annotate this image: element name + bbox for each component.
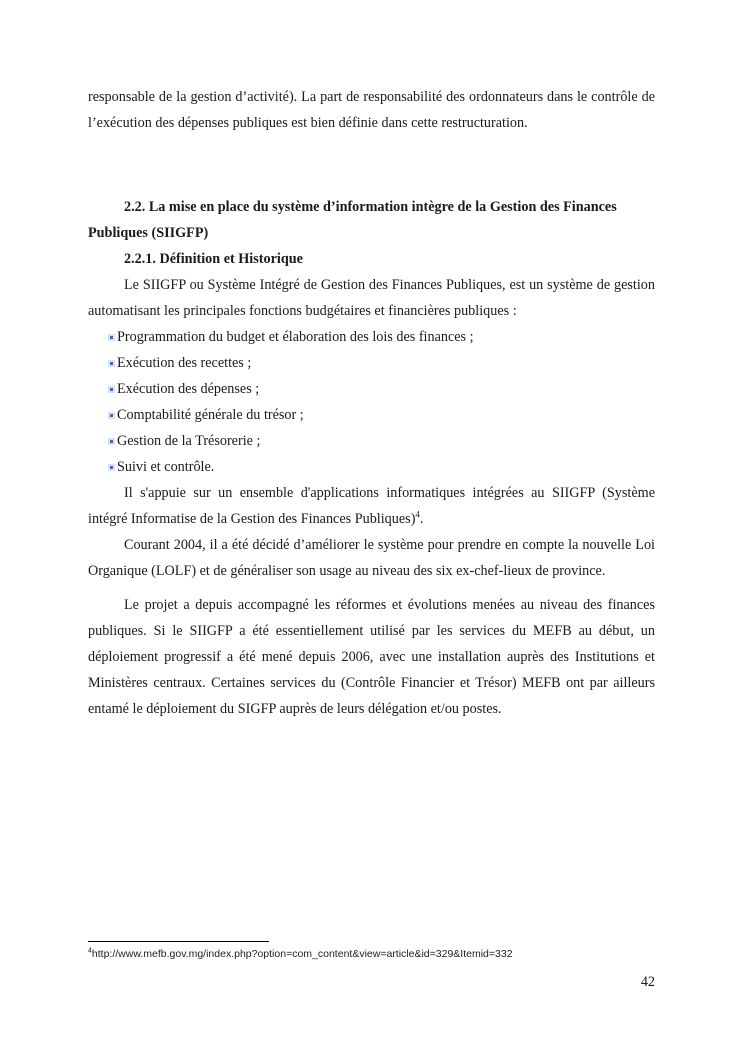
list-item: Exécution des recettes ; xyxy=(108,350,655,376)
bullet-icon xyxy=(108,464,115,471)
list-item: Suivi et contrôle. xyxy=(108,454,655,480)
list-item: Exécution des dépenses ; xyxy=(108,376,655,402)
history-paragraph: Courant 2004, il a été décidé d’améliorer le système pour prendre en compte la nouvelle Loi Organique (LOLF) et de généraliser son usage au niveau des six ex-chef-lieux de province. xyxy=(88,537,655,579)
footnote-link[interactable]: http://www.mefb.gov.mg/index.php?option=com_content&view=article&id=329&Itemid=332 xyxy=(91,948,513,960)
subsection-heading: 2.2.1. Définition et Historique xyxy=(124,251,303,267)
bullet-icon xyxy=(108,386,115,393)
page-body xyxy=(88,84,655,722)
bullet-icon xyxy=(108,360,115,367)
page-number: 42 xyxy=(640,974,655,990)
footnote-divider xyxy=(88,941,269,942)
footnote-reference[interactable]: 4 xyxy=(415,509,420,520)
project-paragraph: Le projet a depuis accompagné les réformes et évolutions menées au niveau des finances publiques. Si le SIIGFP a été essentiellement utilisé par les services du MEFB au début, un déploiement progressif a été mené depuis 2006, avec une installation auprès des Institutions et Ministères centraux. Certaines services du (Contrôle Financier et Trésor) MEFB ont par ailleurs entamé le déploiement du SIGFP auprès de leurs délégation et/ou postes. xyxy=(88,597,655,717)
list-item: Programmation du budget et élaboration des lois des finances ; xyxy=(108,324,655,350)
list-item: Gestion de la Trésorerie ; xyxy=(108,428,655,454)
applications-paragraph: Il s'appuie sur un ensemble d'applications informatiques intégrées au SIIGFP (Système intégré Informatise de la Gestion des Finances Publiques)$^4$. xyxy=(88,485,655,527)
bullet-icon xyxy=(108,412,115,419)
section-heading: 2.2. La mise en place du système d’information intègre de la Gestion des Finances Publiques (SIIGFP) xyxy=(88,199,617,241)
bullet-icon xyxy=(108,334,115,341)
list-item: Comptabilité générale du trésor ; xyxy=(108,402,655,428)
lead-paragraph: Le SIIGFP ou Système Intégré de Gestion des Finances Publiques, est un système de gestion automatisant les principales fonctions budgétaires et financières publiques : xyxy=(88,277,655,319)
functions-list xyxy=(88,324,655,480)
intro-paragraph: responsable de la gestion d’activité). La part de responsabilité des ordonnateurs dans le contrôle de l’exécution des dépenses publiques est bien définie dans cette restructuration. xyxy=(88,89,655,131)
bullet-icon xyxy=(108,438,115,445)
footnote-number: 4 xyxy=(88,947,92,955)
footnote xyxy=(88,948,513,960)
